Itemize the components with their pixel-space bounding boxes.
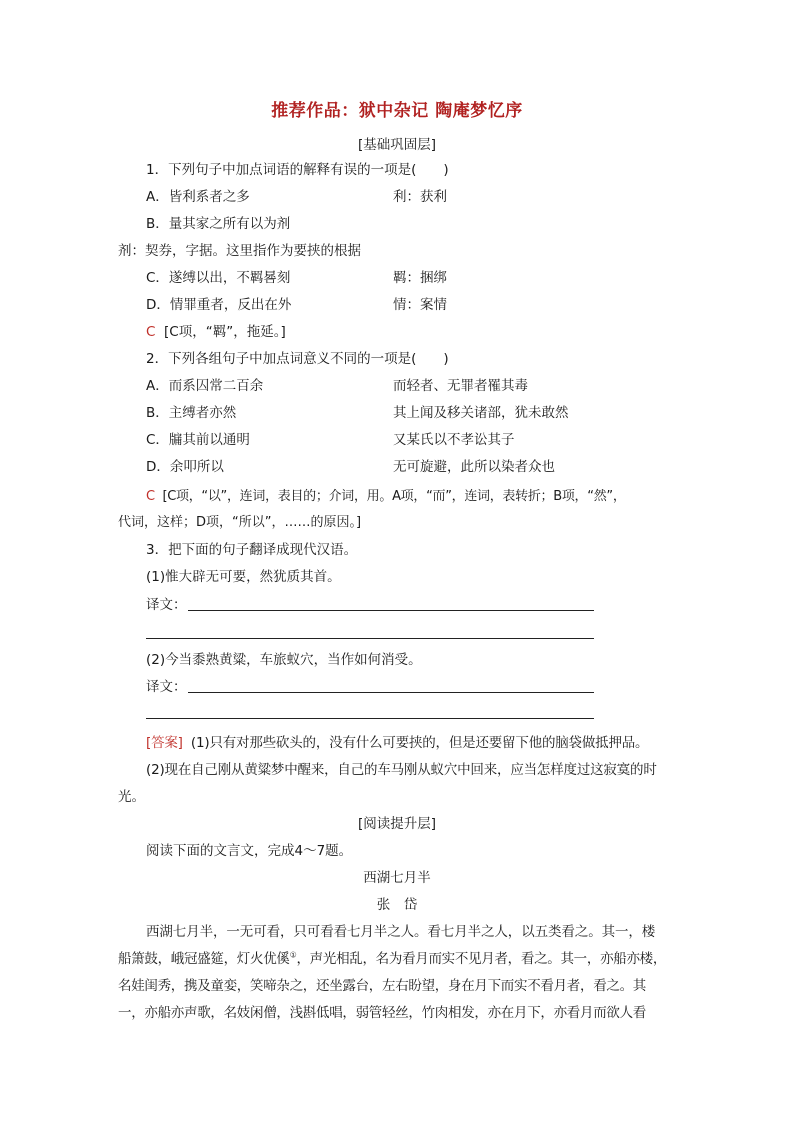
section-heading-reading: [阅读提升层]: [357, 816, 437, 832]
translation-blank-1b[interactable]: [146, 638, 594, 639]
q3-answer-1-text: (1)只有对那些砍头的，没有什么可要挟的，但是还要留下他的脑袋做抵押品。: [190, 735, 649, 751]
q2-option-c-left: C．牖其前以通明: [146, 432, 250, 448]
section-heading-basic: [基础巩固层]: [357, 137, 437, 153]
passage-line-1: 西湖七月半，一无可看，只可看看七月半之人。看七月半之人，以五类看之。其一，楼: [146, 924, 656, 940]
q1-option-b: B．量其家之所有以为剂: [146, 216, 291, 232]
passage-title: 西湖七月半: [363, 870, 431, 886]
q2-answer-letter: C: [146, 489, 155, 504]
passage-author: 张 岱: [376, 897, 418, 913]
q1-option-d: D．情罪重者，反出在外: [146, 297, 292, 313]
q2-option-b-left: B．主缚者亦然: [146, 405, 237, 421]
q3-sentence-2: (2)今当黍熟黄粱，车旅蚁穴，当作如何消受。: [146, 652, 422, 668]
q1-option-c-gloss: 羁：捆绑: [393, 270, 447, 286]
q1-option-a: A．皆利系者之多: [146, 189, 250, 205]
q2-option-a-left: A．而系囚常二百余: [146, 378, 264, 394]
q3-answer-2-line-2: 光。: [118, 789, 145, 805]
translation-blank-2a[interactable]: [188, 692, 594, 693]
q2-answer: [146, 488, 626, 506]
q2-stem: 2．下列各组句子中加点词意义不同的一项是( ): [146, 351, 449, 367]
q3-sentence-1: (1)惟大辟无可要，然犹质其首。: [146, 569, 341, 585]
q1-option-d-gloss: 情：案情: [393, 297, 447, 313]
passage-line-4: 一，亦船亦声歌，名妓闲僧，浅斟低唱，弱管轻丝，竹肉相发，亦在月下，亦看月而欲人看: [118, 1005, 646, 1021]
passage-line-2: [118, 950, 666, 968]
passage-line-3: 名娃闺秀，携及童娈，笑啼杂之，还坐露台，左右盼望，身在月下而实不看月者，看之。其: [118, 978, 646, 994]
reading-instruction: 阅读下面的文言文，完成4～7题。: [146, 843, 353, 859]
q2-option-c-right: 又某氏以不孝讼其子: [393, 432, 515, 448]
q2-option-b-right: 其上闻及移关诸部，犹未敢然: [393, 405, 569, 421]
translation-blank-1a[interactable]: [188, 610, 594, 611]
q2-option-d-left: D．余叩所以: [146, 459, 224, 475]
q1-option-b-gloss: 剂：契券，字据。这里指作为要挟的根据: [118, 243, 361, 259]
q2-answer-line-1: [C项，“以”，连词，表目的；介词，用。A项，“而”，连词，表转折；B项，“然”，: [162, 489, 626, 504]
passage-line-2-part-a: 船箫鼓，峨冠盛筵，灯火优傒: [118, 951, 290, 967]
q1-answer-letter: C: [146, 324, 156, 340]
q3-answer-1: [146, 734, 648, 752]
q3-stem: 3．把下面的句子翻译成现代汉语。: [146, 542, 358, 558]
footnote-marker[interactable]: ①: [289, 950, 297, 960]
translation-label-2: 译文：: [146, 679, 187, 695]
q2-answer-line-2: 代词，这样；D项，“所以”，……的原因。]: [118, 515, 362, 530]
q1-option-c: C．遂缚以出，不羁晷刻: [146, 270, 291, 286]
q3-answer-tag: [答案]: [146, 735, 183, 751]
q1-stem: 1．下列句子中加点词语的解释有误的一项是( ): [146, 162, 449, 178]
q2-option-d-right: 无可旋避，此所以染者众也: [393, 459, 555, 475]
q1-answer: [146, 323, 286, 341]
q3-answer-2-line-1: (2)现在自己刚从黄粱梦中醒来，自己的车马刚从蚁穴中回来，应当怎样度过这寂寞的时: [146, 762, 657, 778]
translation-label-1: 译文：: [146, 597, 187, 613]
page-title: 推荐作品：狱中杂记 陶庵梦忆序: [271, 101, 523, 121]
passage-line-2-part-b: ，声光相乱，名为看月而实不见月者，看之。其一，亦船亦楼，: [296, 951, 667, 967]
q2-option-a-right: 而轻者、无罪者罹其毒: [393, 378, 528, 394]
q1-option-a-gloss: 利：获利: [393, 189, 447, 205]
q1-answer-note: [C项，“羁”，拖延。]: [164, 324, 286, 340]
translation-blank-2b[interactable]: [146, 718, 594, 719]
